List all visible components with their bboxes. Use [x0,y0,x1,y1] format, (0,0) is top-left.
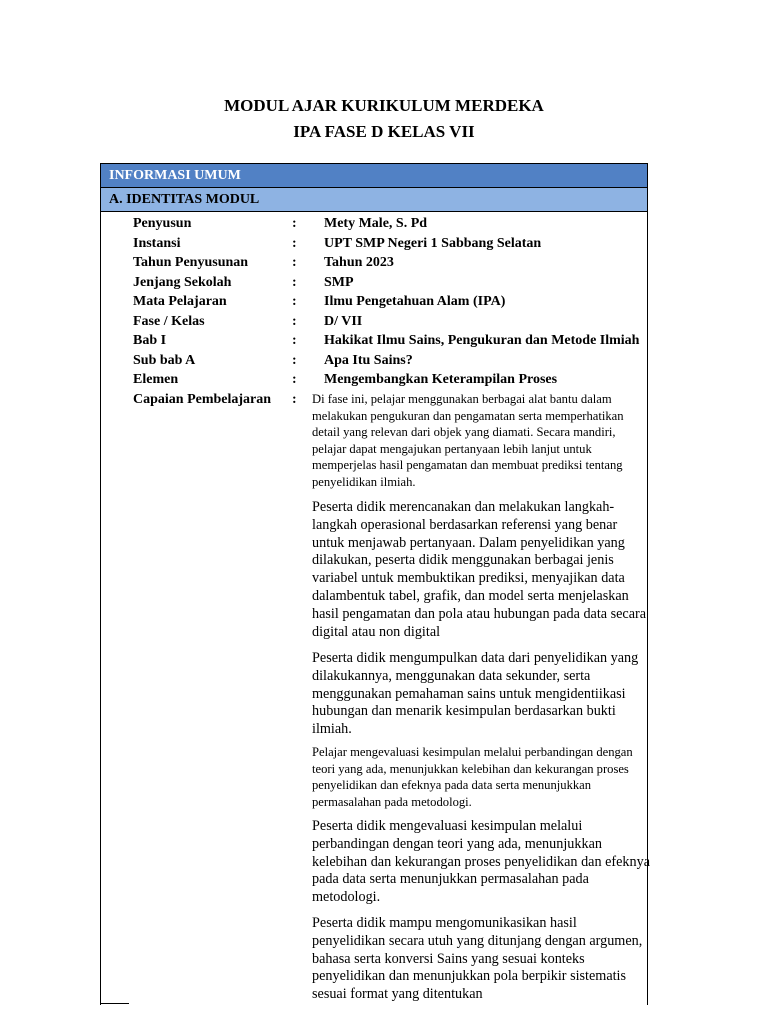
document-subtitle: IPA FASE D KELAS VII [293,122,475,141]
capaian-paragraph: Pelajar mengevaluasi kesimpulan melalui perbandingan dengan teori yang ada, menunjukkan kelebihan dan kekurangan proses penyelidikan dan efeknya pada data serta menunjukkan permasalahan pada metodologi. [312,745,633,809]
section-header-general-info: INFORMASI UMUM [101,164,647,188]
identity-separator: : [292,235,297,251]
identity-row [101,370,647,390]
identity-value: D/ VII [324,313,363,329]
identity-label: Instansi [133,235,181,251]
footnote-line [100,1003,129,1004]
identity-value: Mengembangkan Keterampilan Proses [324,372,558,387]
identity-separator: : [292,216,297,231]
identity-label: Penyusun [133,216,192,231]
identity-row [101,253,647,273]
identity-value: Ilmu Pengetahuan Alam (IPA) [324,294,506,309]
identity-separator: : [292,313,297,329]
identity-label: Elemen [133,372,179,387]
identity-value: Mety Male, S. Pd [324,216,428,231]
identity-separator: : [292,255,297,270]
capaian-paragraph: Di fase ini, pelajar menggunakan berbagai alat bantu dalam melakukan pengukuran dan pengamatan serta memperhatikan detail yang relevan dari objek yang diamati. Secara mandiri, pelajar dapat mengajukan pertanyaan lebih lanjut untuk memperjelas hasil pengamatan dan membuat prediksi tentang penyelidikan ilmiah. [312,392,624,489]
section-header-module-identity: A. IDENTITAS MODUL [101,188,647,212]
identity-label: Tahun Penyusunan [133,255,249,270]
identity-label: Sub bab A [133,352,196,368]
identity-separator: : [292,294,297,309]
capaian-label: Capaian Pembelajaran [133,392,272,407]
identity-label: Jenjang Sekolah [133,274,232,290]
capaian-paragraph: Peserta didik mengevaluasi kesimpulan melalui perbandingan dengan teori yang ada, menunjukkan kelebihan dan kekurangan proses penyelidikan dan efeknya pada data serta menunjukkan permasalahan pada metodologi. [312,818,651,906]
identity-value: Apa Itu Sains? [324,352,413,368]
identity-row [101,292,647,312]
capaian-separator: : [292,392,297,407]
identity-row [101,351,647,371]
identity-row [101,214,647,234]
capaian-paragraph: Peserta didik merencanakan dan melakukan langkah-langkah operasional berdasarkan referensi yang benar untuk menjawab pertanyaan. Dalam penyelidikan yang dilakukan, peserta didik menggunakan berbagai jenis variabel untuk membuktikan prediksi, menyajikan data dalambentuk tabel, grafik, dan model serta menjelaskan hasil pengamatan dan pola atau hubungan pada data secara digital atau non digital [312,499,647,640]
identity-value: Hakikat Ilmu Sains, Pengukuran dan Metode Ilmiah [324,333,640,348]
identity-label: Mata Pelajaran [133,294,227,309]
identity-label: Bab I [133,333,167,348]
identity-separator: : [292,274,297,290]
identity-row [101,234,647,254]
module-table [100,163,651,1005]
identity-separator: : [292,352,297,368]
identity-separator: : [292,333,297,348]
identity-label: Fase / Kelas [133,313,205,329]
capaian-paragraph: Peserta didik mengumpulkan data dari penyelidikan yang dilakukannya, menggunakan data sekunder, serta menggunakan pemahaman sains untuk mengidentiikasi hubungan dan menarik kesimpulan berdasarkan bukti ilmiah. [312,650,639,738]
identity-separator: : [292,372,297,387]
identity-value: Tahun 2023 [324,255,394,270]
document-title: MODUL AJAR KURIKULUM MERDEKA [224,96,544,115]
identity-row [101,312,647,332]
identity-value: SMP [324,274,354,290]
capaian-paragraph: Peserta didik mampu mengomunikasikan hasil penyelidikan secara utuh yang ditunjang dengan argumen, bahasa serta konversi Sains yang sesuai konteks penyelidikan dan menunjukkan pola berpikir sistematis sesuai format yang ditentukan [312,915,643,1003]
identity-row [101,331,647,351]
identity-value: UPT SMP Negeri 1 Sabbang Selatan [324,235,542,251]
identity-row [101,273,647,293]
